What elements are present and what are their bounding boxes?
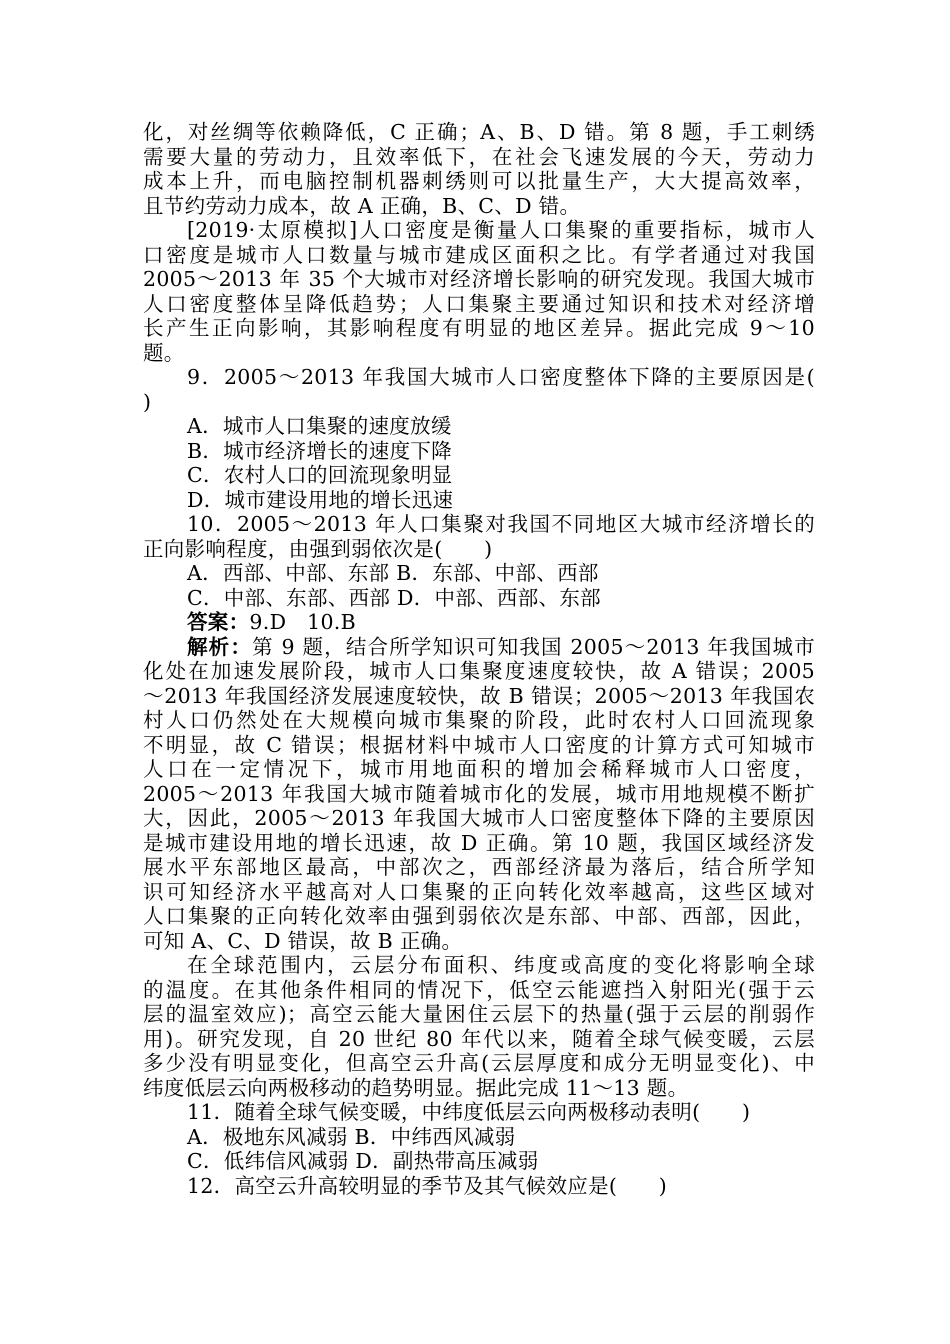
analysis-line: ～2013 年我国经济发展速度较快，故 B 错误；2005～2013 年我国农 [143,683,815,708]
answer-option: A．极地东风减弱 B．中纬西风减弱 [187,1124,516,1149]
analysis-line: 化处在加速发展阶段，城市人口集聚度速度较快，故 A 错误；2005 [143,659,815,683]
text-line: 层的温室效应)；高空云能大量困住云层下的热量(强于云层的削弱作 [143,1002,815,1026]
answer-option: A．城市人口集聚的速度放缓 [187,414,452,438]
analysis-line: 村人口仍然处在大规模向城市集聚的阶段，此时农村人口回流现象 [143,708,815,732]
answer-label: 答案： [187,610,250,634]
answer-option: D．城市建设用地的增长迅速 [187,487,454,512]
text-line: 且节约劳动力成本，故 A 正确，B、C、D 错。 [143,193,581,218]
analysis-block [143,659,815,953]
text-line: 的温度。在其他条件相同的情况下，低空云能遮挡入射阳光(强于云 [143,977,815,1002]
text-line: 11．随着全球气候变暖，中纬度低层云向两极移动表明( ) [187,1100,751,1124]
text-line: 9．2005～2013 年我国大城市人口密度整体下降的主要原因是( [187,365,815,389]
analysis-line: 人口在一定情况下，城市用地面积的增加会稀释城市人口密度， [143,757,815,781]
answer-option: C．低纬信风减弱 D．副热带高压减弱 [187,1149,539,1173]
text-line: 12．高空云升高较明显的季节及其气候效应是( ) [187,1173,668,1198]
text-line: 纬度低层云向两极移动的趋势明显。据此完成 11～13 题。 [143,1075,689,1100]
analysis-line: 大，因此，2005～2013 年我国大城市人口密度整体下降的主要原因 [143,806,815,830]
analysis-first-text: 第 9 题，结合所学知识可知我国 2005～2013 年我国城市 [252,634,815,659]
text-line: 2005～2013 年 35 个大城市对经济增长影响的研究发现。我国大城市 [143,267,815,291]
text-line: 正向影响程度，由强到弱依次是( ) [143,536,493,561]
analysis-line: 不明显，故 C 错误；根据材料中城市人口密度的计算方式可知城市 [143,732,815,757]
answer-option: C．中部、东部、西部 D．中部、西部、东部 [187,585,601,610]
answer-text: 9.D 10.B [249,610,356,634]
answer-option: B．城市经济增长的速度下降 [187,438,452,463]
text-line: ) [143,389,152,414]
text-line: 多少没有明显变化，但高空云升高(云层厚度和成分无明显变化)、中 [143,1051,815,1075]
analysis-line: 展水平东部地区最高，中部次之，西部经济最为落后，结合所学知 [143,855,815,879]
document-page [143,120,815,1198]
text-line: 10．2005～2013 年人口集聚对我国不同地区大城市经济增长的 [187,512,815,536]
analysis-first-line [143,635,815,660]
text-line: 化，对丝绸等依赖降低，C 正确；A、B、D 错。第 8 题，手工刺绣 [143,120,815,144]
text-line: 在全球范围内，云层分布面积、纬度或高度的变化将影响全球 [187,953,815,977]
text-line: 用)。研究发现，自 20 世纪 80 年代以来，随着全球气候变暖，云层 [143,1026,815,1051]
text-line: 人口密度整体呈降低趋势；人口集聚主要通过知识和技术对经济增 [143,291,815,316]
passage-block [143,120,815,610]
answer-option: C．农村人口的回流现象明显 [187,463,453,487]
text-line: 口密度是城市人口数量与城市建成区面积之比。有学者通过对我国 [143,242,815,267]
answer-option: A．西部、中部、东部 B．东部、中部、西部 [187,561,599,585]
text-line: 题。 [143,340,185,365]
text-line: 长产生正向影响，其影响程度有明显的地区差异。据此完成 9～10 [143,316,815,340]
answer-line [143,610,815,635]
analysis-line: 可知 A、C、D 错误，故 B 正确。 [143,928,463,953]
analysis-line: 是城市建设用地的增长迅速，故 D 正确。第 10 题，我国区域经济发 [143,830,815,855]
text-line: 成本上升，而电脑控制机器刺绣则可以批量生产，大大提高效率， [143,169,815,193]
text-line: [2019·太原模拟]人口密度是衡量人口集聚的重要指标，城市人 [187,218,815,242]
analysis-line: 人口集聚的正向转化效率由强到弱依次是东部、中部、西部，因此， [143,904,815,928]
analysis-line: 2005～2013 年我国大城市随着城市化的发展，城市用地规模不断扩 [143,781,815,806]
text-line: 需要大量的劳动力，且效率低下，在社会飞速发展的今天，劳动力 [143,144,815,169]
analysis-line: 识可知经济水平越高对人口集聚的正向转化效率越高，这些区域对 [143,879,815,904]
analysis-label: 解析： [187,634,253,659]
passage-block-2 [143,953,815,1198]
